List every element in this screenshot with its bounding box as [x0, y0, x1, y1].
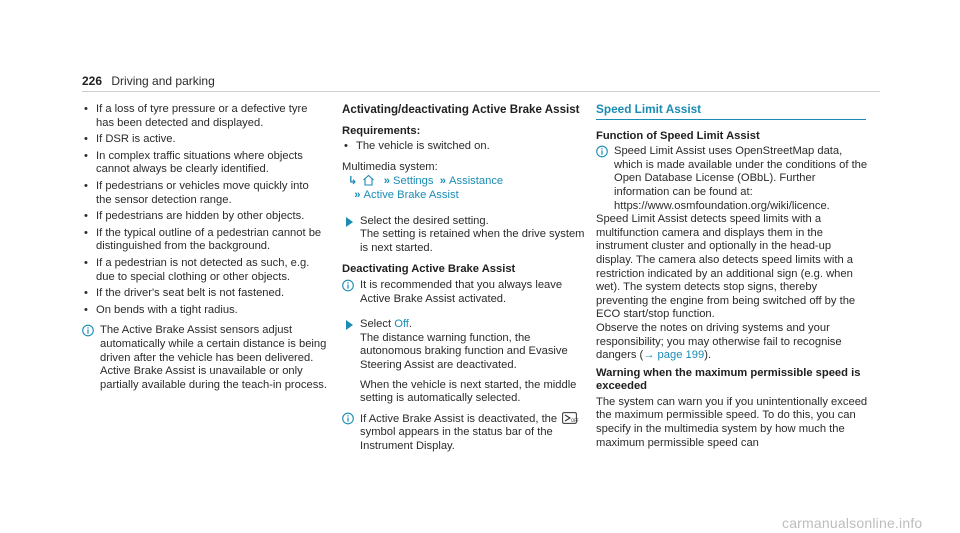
deactivating-heading: Deactivating Active Brake Assist	[342, 263, 516, 276]
list-item: • In complex traffic situations where objects cannot always be clearly identified.	[82, 150, 327, 177]
list-item: • If pedestrians are hidden by other objects.	[82, 210, 327, 224]
home-icon	[362, 174, 375, 186]
note-text	[360, 412, 587, 454]
page-header	[82, 74, 215, 88]
list-item: • If DSR is active.	[82, 133, 327, 147]
paragraph: Speed Limit Assist detects speed limits with a multifunction camera and displays them in the instrument cluster and optionally in the head-up display. The camera also detects speed limits with a restriction indicated by an additional sign (e.g. when wet). The system detects stop signs, thereby preventing the engine from being switched off by the ECO start/stop function.	[596, 213, 856, 321]
list-item: • If a pedestrian is not detected as such, e.g. due to special clothing or other objects.	[82, 257, 327, 284]
info-icon	[82, 324, 94, 337]
step-detail: When the vehicle is next started, the middle setting is automatically selected.	[360, 378, 577, 405]
step-arrow-icon	[346, 320, 353, 330]
brake-assist-off-icon	[562, 412, 577, 424]
option-off[interactable]: Off	[394, 318, 409, 331]
page-reference-link[interactable]: → page 199	[643, 349, 705, 362]
page-number: 226	[82, 74, 103, 88]
menu-settings[interactable]: Settings	[393, 175, 434, 188]
paragraph: The system can warn you if you unintentionally exceed the maximum permissible speed. To do this, you can specify in the multimedia system by how much the maximum permissible speed can	[596, 395, 868, 449]
list-item: • On bends with a tight radius.	[82, 304, 327, 318]
warning-heading: Warning when the maximum permissible speed is exceeded	[596, 366, 861, 393]
note-text-after: symbol appears in the status bar of the Instrument Display.	[360, 426, 553, 452]
step-arrow-icon	[346, 217, 353, 227]
step-detail: The distance warning function, the autonomous braking function and Evasive Steering Assist are deactivated.	[360, 331, 568, 371]
limitations-list	[82, 103, 327, 317]
list-item: • If a loss of tyre pressure or a defective tyre has been detected and displayed.	[82, 103, 327, 130]
chevron-right-icon: »	[380, 175, 394, 188]
step-text	[360, 318, 587, 332]
multimedia-label: Multimedia system:	[342, 160, 438, 173]
list-item: • If the typical outline of a pedestrian cannot be distinguished from the background.	[82, 227, 327, 254]
svg-text:OFF: OFF	[571, 417, 579, 423]
step-prefix: Select	[360, 318, 395, 331]
return-arrow-icon: ↳	[348, 175, 358, 188]
chevron-right-icon: »	[348, 188, 364, 201]
left-column	[82, 103, 327, 392]
chapter-title: Driving and parking	[111, 74, 215, 88]
middle-column	[342, 103, 587, 453]
note-text: It is recommended that you always leave Active Brake Assist activated.	[360, 278, 563, 305]
list-item: • If pedestrians or vehicles move quickly into the sensor detection range.	[82, 180, 327, 207]
list-item: • The vehicle is switched on.	[342, 140, 587, 154]
menu-path	[342, 174, 587, 202]
info-note	[342, 279, 587, 306]
requirements-list	[342, 140, 587, 154]
chevron-right-icon: »	[436, 175, 450, 188]
step-text: Select the desired setting.	[360, 214, 489, 227]
info-icon	[596, 145, 608, 158]
menu-active-brake-assist[interactable]: Active Brake Assist	[363, 188, 459, 201]
section-heading: Activating/deactivating Active Brake Assist	[342, 103, 580, 116]
info-note	[596, 145, 871, 213]
section-title: Speed Limit Assist	[596, 103, 866, 120]
paragraph-text-end: ).	[704, 349, 712, 362]
function-heading: Function of Speed Limit Assist	[596, 129, 760, 142]
menu-assistance[interactable]: Assistance	[449, 175, 504, 188]
header-divider	[82, 91, 880, 92]
right-column	[596, 103, 871, 450]
note-text: Speed Limit Assist uses OpenStreetMap data, which is made available under the conditions of the Open Database License (OBbL). Further information can be found at: https://www.osmfoundation.org/wiki/licence.	[614, 145, 868, 212]
info-note	[82, 324, 327, 392]
note-text-before: If Active Brake Assist is deactivated, the	[360, 412, 558, 425]
step-detail: The setting is retained when the drive system is next started.	[360, 228, 585, 254]
watermark: carmanualsonline.info	[782, 515, 923, 531]
info-note	[342, 412, 587, 454]
step-select-setting	[342, 215, 587, 256]
info-icon	[342, 412, 354, 425]
step-select-off	[342, 318, 587, 406]
step-suffix: .	[408, 318, 413, 331]
paragraph-text: Observe the notes on driving systems and your responsibility; you may otherwise fail to recognise dangers (	[596, 321, 842, 362]
paragraph	[596, 322, 871, 363]
list-item: • If the driver's seat belt is not fastened.	[82, 287, 327, 301]
info-icon	[342, 279, 354, 292]
requirements-label: Requirements:	[342, 124, 421, 137]
note-text: The Active Brake Assist sensors adjust automatically while a certain distance is being driven after the vehicle has been delivered. Active Brake Assist is unavailable or only partially available during the teach-in process.	[100, 324, 327, 391]
